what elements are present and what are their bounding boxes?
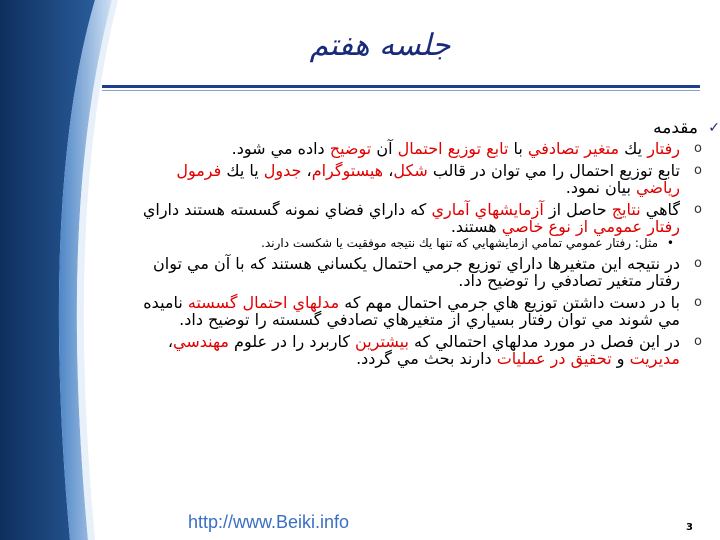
text-segment: كاربرد را در علوم	[228, 332, 356, 351]
bullet-icon: o	[694, 163, 702, 178]
slide-title: جلسه هفتم	[309, 28, 451, 63]
section-heading	[142, 118, 720, 138]
sub-item-text: مثل: رفتار عمومي تمامي ازمايشهايي كه تنها يك نتيجه موفقيت يا شكست دارند.	[261, 236, 658, 250]
checkmark-icon: ✓	[708, 120, 720, 136]
highlighted-term: متغير تصادفي	[527, 139, 620, 158]
bullet-icon: o	[694, 256, 702, 271]
page-number: 3	[686, 522, 693, 533]
highlighted-term: رفتار	[647, 139, 680, 158]
highlighted-term: توضيح	[329, 139, 372, 158]
text-segment: كه داراي فضاي نمونه گسسته هستند داراي	[142, 200, 432, 219]
text-segment: حاصل از	[543, 200, 612, 219]
heading-text: مقدمه	[653, 118, 698, 138]
text-segment: گاهي	[640, 200, 680, 219]
text-segment: داده مي شود.	[231, 139, 330, 158]
highlighted-term: آزمايشهاي آماري	[431, 200, 544, 219]
text-segment: يك	[619, 139, 648, 158]
bullet-icon: o	[694, 334, 702, 349]
highlighted-term: مدلهاي احتمال گسسته	[187, 293, 340, 312]
text-segment: بيان نمود.	[565, 178, 637, 197]
list-item	[142, 162, 702, 196]
highlighted-term: تابع توزيع احتمال	[397, 139, 509, 158]
highlighted-term: نتايج	[611, 200, 641, 219]
text-segment: ،	[301, 161, 312, 180]
text-segment: دارند بحث مي گردد.	[356, 349, 497, 368]
highlighted-term: شكل	[393, 161, 428, 180]
sub-list	[142, 237, 680, 250]
text-segment: ناميده مي شوند مي توان رفتار بسياري از متغيرهاي تصادفي گسسته را توضيح داد.	[143, 293, 680, 329]
highlighted-term: مهندسي	[173, 332, 229, 351]
highlighted-term: تحقيق در عمليات	[496, 349, 612, 368]
list-item	[142, 140, 702, 157]
text-segment: ،	[383, 161, 394, 180]
text-segment: يا يك	[221, 161, 264, 180]
slide-content	[142, 118, 720, 372]
highlighted-term: فرمول رياضي	[176, 161, 680, 197]
text-segment: و	[611, 349, 630, 368]
highlighted-term: هيستوگرام	[311, 161, 384, 180]
footer-url[interactable]: http://www.Beiki.info	[188, 512, 350, 532]
text-segment: با	[508, 139, 528, 158]
list-item	[142, 333, 702, 367]
text-segment: تابع توزيع احتمال را مي توان در قالب	[427, 161, 680, 180]
text-segment: هستند.	[450, 217, 502, 236]
list-item	[142, 255, 702, 289]
bullet-list	[142, 140, 702, 367]
text-segment: آن	[371, 139, 398, 158]
title-divider	[102, 85, 700, 88]
bullet-icon: o	[694, 141, 702, 156]
highlighted-term: رفتار عمومي از نوع خاصي	[501, 217, 680, 236]
sub-list-item	[142, 237, 680, 250]
dot-bullet-icon: •	[666, 236, 674, 250]
text-segment: با در دست داشتن توزيع هاي جرمي احتمال مهم كه	[339, 293, 680, 312]
highlighted-term: جدول	[263, 161, 302, 180]
highlighted-term: بيشترين	[355, 332, 409, 351]
title-divider-thin	[102, 90, 700, 91]
text-segment: در اين فصل در مورد مدلهاي احتمالي كه	[408, 332, 680, 351]
bullet-icon: o	[694, 202, 702, 217]
text-segment: در نتيجه اين متغيرها داراي توزيع جرمي احتمال يكساني هستند كه با آن مي توان رفتار متغير تصادفي را توضيح داد.	[153, 254, 680, 290]
highlighted-term: مديريت	[629, 349, 680, 368]
bullet-icon: o	[694, 295, 702, 310]
text-segment: ،	[167, 332, 174, 351]
list-item	[142, 201, 702, 250]
list-item	[142, 294, 702, 328]
